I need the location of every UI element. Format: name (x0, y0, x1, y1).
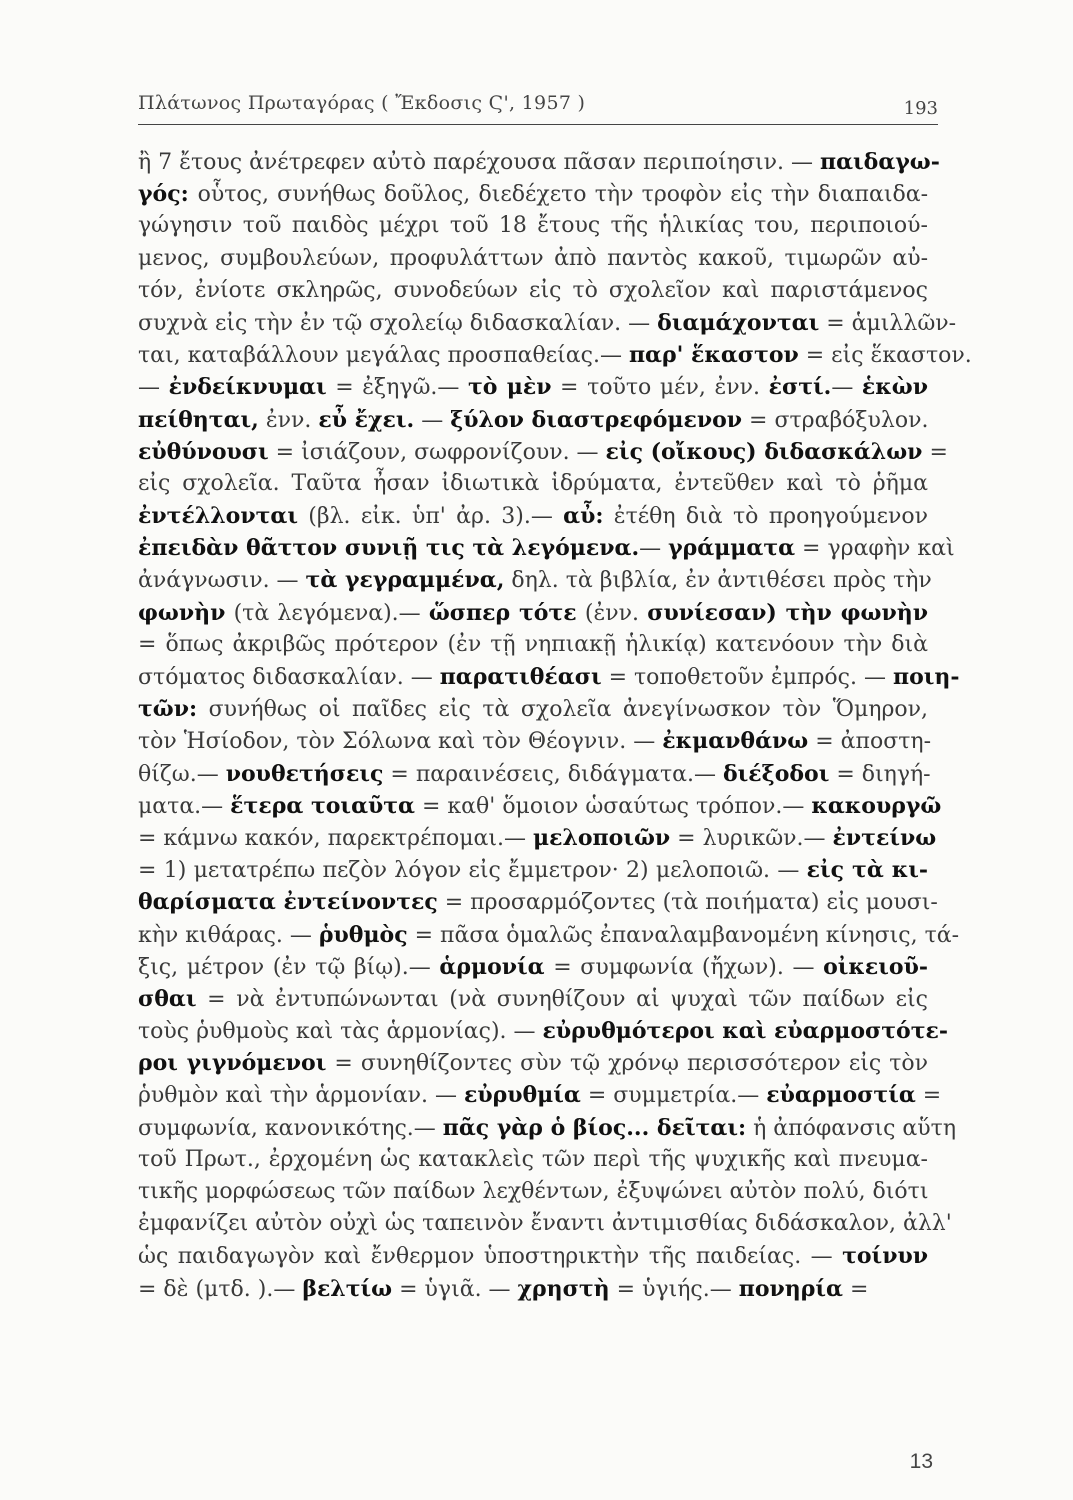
lemma-term: παιδαγω- (819, 149, 940, 175)
lemma-term: ἑκὼν (861, 374, 928, 401)
page-header (138, 90, 938, 125)
gloss-text: οὗτος, συνήθως δοῦλος, διεδέχετο τὴν τροφὸν εἰς τὴν διαπαιδα- (197, 182, 928, 208)
text-line (138, 693, 928, 725)
text-line (138, 1112, 956, 1144)
text-line (138, 597, 928, 629)
text-line (138, 275, 928, 307)
text-line (138, 339, 972, 371)
gloss-text: συμφωνία, κανονικότης.— (138, 1115, 443, 1141)
gloss-text: στόματος διδασκαλίαν. — (138, 665, 440, 690)
gloss-text: = πᾶσα ὁμαλῶς ἐπαναλαμβανομένη κίνησις, τά- (407, 922, 960, 948)
lemma-term: αὖ: (563, 503, 604, 530)
gloss-text: = στραβόξυλον. (742, 407, 929, 433)
gloss-text: = γραφὴν καὶ (795, 536, 955, 562)
text-line (138, 919, 960, 951)
gloss-text: = ὑγιής.— (609, 1276, 739, 1302)
gloss-text: τοὺς ῥυθμοὺς καὶ τὰς ἁρμονίας). — (138, 1019, 543, 1045)
lemma-term: ἐντέλλονται (138, 503, 298, 530)
lemma-term: εὐρυθμία (463, 1082, 581, 1109)
gloss-text: ξις, μέτρον (ἐν τῷ βίῳ).— (138, 954, 440, 980)
text-line (138, 1079, 942, 1111)
text-line (138, 243, 928, 275)
lemma-term: παρ' ἕκαστον (628, 342, 799, 369)
gloss-text: = δὲ (μτδ. ).— (138, 1276, 303, 1302)
gloss-text: συνήθως οἱ παῖδες εἰς τὰ σχολεῖα ἀνεγίνωσκον τὸν Ὅμηρον, (197, 697, 928, 723)
lemma-term: ἐνδείκνυμαι (168, 374, 327, 401)
text-line (138, 436, 948, 468)
gloss-text: τοῦ Πρωτ., ἐρχομένη ὡς κατακλεὶς τῶν περὶ τῆς ψυχικῆς καὶ πνευμα- (138, 1146, 928, 1172)
gloss-text: = ἰσιάζουν, σωφρονίζουν. — (268, 439, 606, 465)
gloss-text: = προσαρμόζοντες (τὰ ποιήματα) εἰς μουσι- (437, 890, 938, 916)
gloss-text: = λυρικῶν.— (670, 825, 833, 851)
gloss-text: μενος, συμβουλεύων, προφυλάττων ἀπὸ παντὸς κακοῦ, τιμωρῶν αὐ- (138, 245, 928, 271)
gloss-text: — (831, 375, 862, 401)
lemma-term: ὥσπερ τότε (428, 599, 577, 626)
gloss-text: θίζω.— (138, 761, 226, 787)
gloss-text: ἐμφανίζει αὐτὸν οὐχὶ ὡς ταπεινὸν ἔναντι ἀντιμισθίας διδάσκαλον, ἀλλ' (138, 1211, 952, 1237)
gloss-text: ματα.— (138, 793, 231, 819)
gloss-text: — (414, 407, 451, 433)
text-line (138, 178, 928, 210)
lemma-term: τὸ μὲν (468, 374, 552, 401)
lemma-term: τῶν: (138, 696, 198, 723)
gloss-text: ται, καταβάλλουν μεγάλας προσπαθείας.— (138, 343, 629, 369)
gloss-text: = παραινέσεις, διδάγματα.— (383, 761, 723, 787)
running-title: Πλάτωνος Πρωταγόρας ( Ἔκδοσις Ϛ', 1957 ) (138, 92, 586, 114)
text-line (138, 661, 960, 693)
gloss-text: τὸν Ἡσίοδον, τὸν Σόλωνα καὶ τὸν Θέογνιν. — (138, 729, 663, 755)
lemma-term: πείθηται, (138, 406, 259, 433)
lemma-term: θαρίσματα ἐντείνοντες (138, 889, 438, 916)
gloss-text: συχνὰ εἰς τὴν ἐν τῷ σχολείῳ διδασκαλίαν. — (138, 310, 658, 336)
text-line (138, 1047, 928, 1079)
commentary-body (138, 146, 972, 1305)
gloss-text: ῥυθμὸν καὶ τὴν ἁρμονίαν. — (138, 1083, 464, 1109)
gloss-text: (βλ. εἰκ. ὑπ' ἀρ. 3).— (297, 504, 564, 530)
gloss-text: = νὰ ἐντυπώνωνται (νὰ συνηθίζουν αἱ ψυχαὶ τῶν παίδων εἰς (196, 986, 928, 1012)
text-line (138, 1208, 952, 1240)
gloss-text: (τὰ λεγόμενα).— (225, 600, 429, 626)
lemma-term: κακουργῶ (811, 792, 942, 819)
text-line (138, 371, 928, 403)
page-number: 193 (903, 98, 938, 119)
lemma-term: ἐστί. (768, 374, 832, 401)
gloss-text: = κάμνω κακόν, παρεκτρέπομαι.— (138, 825, 533, 851)
text-line (138, 146, 940, 178)
text-line (138, 629, 928, 661)
gloss-text: = διηγή- (829, 761, 931, 787)
gloss-text: ὡς παιδαγωγὸν καὶ ἔνθερμον ὑποστηρικτὴν τῆς παιδείας. — (138, 1244, 843, 1270)
gloss-text: ἢ 7 ἔτους ἀνέτρεφεν αὐτὸ παρέχουσα πᾶσαν περιποίησιν. — (138, 150, 820, 175)
lemma-term: πᾶς γὰρ ὁ βίος... δεῖται: (442, 1114, 747, 1141)
lemma-term: βελτίω (302, 1275, 393, 1302)
lemma-term: ποιη- (892, 664, 960, 690)
lemma-term: τὰ γεγραμμένα, (305, 567, 505, 594)
lemma-term: ξύλον διαστρεφόμενον (450, 406, 743, 433)
lemma-term: σθαι (138, 985, 197, 1012)
gloss-text: δηλ. τὰ βιβλία, ἐν ἀντιθέσει πρὸς τὴν (504, 568, 932, 594)
gloss-text: εἰς σχολεῖα. Ταῦτα ἦσαν ἰδιωτικὰ ἱδρύματα, ἐντεῦθεν καὶ τὸ ῥῆμα (138, 470, 928, 496)
lemma-term: ἐκμανθάνω (662, 728, 809, 755)
gloss-text: = ἀποστη- (808, 729, 932, 755)
text-line (138, 983, 928, 1015)
text-line (138, 500, 928, 532)
gloss-text: = (842, 1276, 869, 1302)
text-line (138, 758, 931, 790)
gloss-text: ἐτέθη διὰ τὸ προηγούμενον (603, 504, 928, 530)
text-line (138, 886, 938, 918)
gloss-text: = συμμετρία.— (580, 1083, 767, 1109)
text-line (138, 307, 957, 339)
lemma-term: εὖ ἔχει. (318, 406, 415, 433)
gloss-text: = συμφωνία (ἤχων). — (544, 954, 824, 980)
lemma-term: συνίεσαν) τὴν φωνὴν (647, 599, 928, 626)
gloss-text: = συνηθίζοντες σὺν τῷ χρόνῳ περισσότερον εἰς τὸν (326, 1051, 929, 1077)
lemma-term: ἐντείνω (832, 824, 937, 851)
gloss-text: = (915, 1083, 942, 1109)
gloss-text: = ὅπως ἀκριβῶς πρότερον (ἐν τῇ νηπιακῇ ἡλικίᾳ) κατενόουν τὴν διὰ (138, 631, 928, 657)
text-line (138, 532, 955, 564)
lemma-term: γράμματα (668, 535, 796, 562)
lemma-term: χρηστὴ (517, 1275, 610, 1302)
gloss-text: τικῆς μορφώσεως τῶν παίδων λεχθέντων, ἐξυψώνει αὐτὸν πολύ, διότι (138, 1179, 929, 1204)
text-line (138, 822, 937, 854)
gloss-text: κὴν κιθάρας. — (138, 922, 319, 948)
text-line (138, 1240, 928, 1272)
text-line (138, 725, 932, 757)
text-line (138, 1144, 928, 1176)
lemma-term: γός: (138, 181, 198, 208)
lemma-term: ροι γιγνόμενοι (138, 1050, 327, 1077)
lemma-term: τοίνυν (842, 1243, 928, 1270)
gloss-text: = καθ' ὅμοιον ὡσαύτως τρόπον.— (415, 793, 812, 819)
lemma-term: οἰκειοῦ- (823, 953, 928, 980)
text-line (138, 404, 928, 436)
gloss-text: = ἁμιλλῶν- (819, 310, 957, 336)
lemma-term: ῥυθμὸς (318, 921, 408, 948)
lemma-term: ἁρμονία (439, 953, 545, 980)
gloss-text: = τοῦτο μέν, ἐνν. (551, 375, 769, 401)
gloss-text: τόν, ἐνίοτε σκληρῶς, συνοδεύων εἰς τὸ σχολεῖον καὶ παριστάμενος (138, 277, 928, 303)
gloss-text: ἐνν. (258, 407, 319, 433)
gloss-text: = ὑγιᾶ. — (392, 1276, 518, 1302)
signature-number: 13 (909, 1450, 933, 1473)
lemma-term: διέξοδοι (722, 760, 830, 787)
lemma-term: πονηρία (738, 1275, 843, 1302)
lemma-term: μελοποιῶν (532, 824, 671, 851)
gloss-text: γώγησιν τοῦ παιδὸς μέχρι τοῦ 18 ἔτους τῆς ἡλικίας του, περιποιού- (138, 213, 928, 239)
text-line (138, 468, 928, 500)
lemma-term: ἕτερα τοιαῦτα (230, 792, 415, 819)
lemma-term: παρατιθέασι (439, 664, 602, 690)
text-line (138, 1015, 949, 1047)
lemma-term: ἐπειδὰν θᾶττον συνιῇ τις τὰ λεγόμενα. (138, 535, 640, 562)
text-line (138, 210, 928, 242)
lemma-term: εὐθύνουσι (138, 438, 269, 465)
lemma-term: νουθετήσεις (225, 760, 384, 787)
gloss-text: ἡ ἀπόφανσις αὕτη (746, 1115, 956, 1141)
lemma-term: διαμάχονται (657, 309, 820, 336)
text-line (138, 854, 928, 886)
text-line (138, 790, 942, 822)
lemma-term: εὐρυθμότεροι καὶ εὐαρμοστότε- (542, 1018, 949, 1045)
text-line (138, 1273, 928, 1305)
gloss-text: = 1) μετατρέπω πεζὸν λόγον εἰς ἔμμετρον· 2) μελοποιῶ. — (138, 858, 807, 884)
gloss-text: — (138, 375, 169, 401)
lemma-term: φωνὴν (138, 599, 226, 626)
lemma-term: εὐαρμοστία (766, 1082, 916, 1109)
lemma-term: εἰς (οἴκους) διδασκάλων (605, 438, 923, 465)
lemma-term: εἰς τὰ κι- (806, 857, 928, 884)
text-line (138, 1176, 928, 1208)
text-line (138, 564, 932, 596)
gloss-text: = ἐξηγῶ.— (326, 375, 468, 401)
gloss-text: = (922, 439, 948, 465)
gloss-text: (ἐνν. (576, 600, 648, 626)
gloss-text: = εἰς ἕκαστον. (798, 343, 972, 369)
gloss-text: — (639, 536, 669, 562)
text-line (138, 951, 928, 983)
gloss-text: ἀνάγνωσιν. — (138, 568, 306, 594)
gloss-text: = τοποθετοῦν ἐμπρός. — (601, 665, 893, 690)
